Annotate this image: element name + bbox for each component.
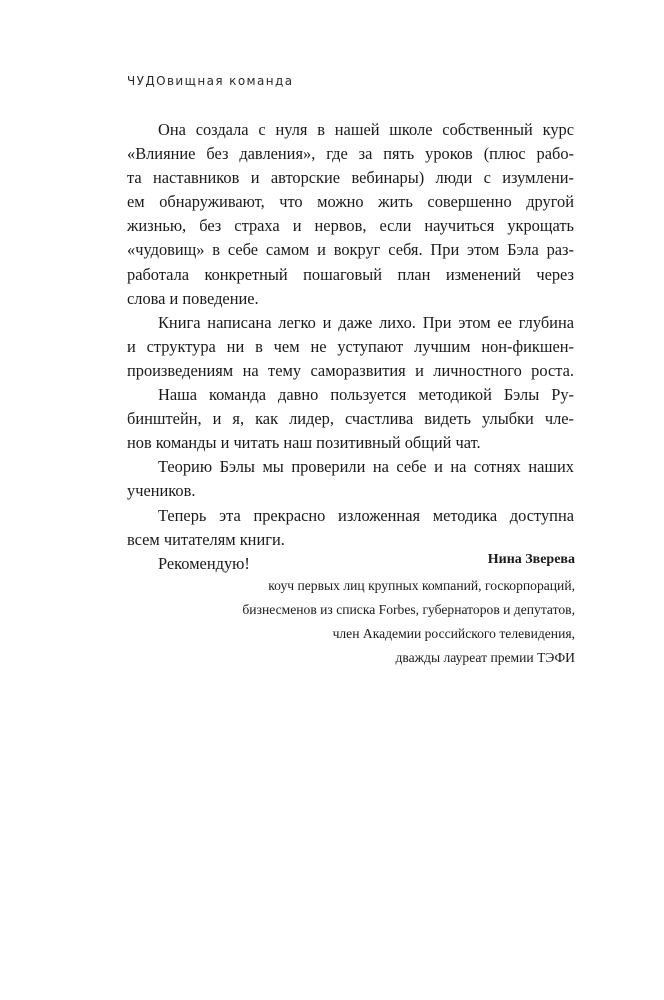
author-credential: бизнесменов из списка Forbes, губернаторов и депутатов, <box>242 602 575 617</box>
text-line: произведениям на тему саморазвития и личностного роста. <box>127 360 574 380</box>
text-line: Рекомендую! <box>158 553 250 573</box>
text-line: учеников. <box>127 481 196 501</box>
text-line: «чудовищ» в себе самом и вокруг себя. При этом Бэла раз- <box>127 240 574 260</box>
author-credential: коуч первых лиц крупных компаний, госкорпораций, <box>268 578 575 593</box>
paragraph-4 <box>127 455 574 503</box>
text-line: жизнью, без страха и нервов, если научиться укрощать <box>127 216 574 236</box>
author-credential: член Академии российского телевидения, <box>332 626 575 641</box>
text-line: Наша команда давно пользуется методикой Бэлы Ру- <box>158 385 574 405</box>
text-line: та наставников и авторские вебинары) люди с изумлени- <box>127 168 574 188</box>
paragraph-3 <box>127 383 574 455</box>
text-line: всем читателям книги. <box>127 529 285 549</box>
paragraph-5 <box>127 504 574 552</box>
text-line: бинштейн, и я, как лидер, счастлива видеть улыбки чле- <box>127 409 574 429</box>
text-line: и структура ни в чем не уступают лучшим нон-фикшен- <box>127 336 574 356</box>
running-head: ЧУДОвищная команда <box>127 74 294 88</box>
author-credential: дважды лауреат премии ТЭФИ <box>395 650 575 665</box>
text-line: Теперь эта прекрасно изложенная методика доступна <box>158 505 574 525</box>
text-line: слова и поведение. <box>127 288 259 308</box>
paragraph-1 <box>127 118 574 311</box>
text-line: нов команды и читать наш позитивный общий чат. <box>127 433 481 453</box>
text-line: Теорию Бэлы мы проверили на себе и на сотнях наших <box>158 457 574 477</box>
author-name: Нина Зверева <box>487 552 575 567</box>
text-line: Она создала с нуля в нашей школе собственный курс <box>158 120 574 139</box>
text-line: ем обнаруживают, что можно жить совершенно другой <box>127 192 574 212</box>
paragraph-2 <box>127 311 574 383</box>
text-line: «Влияние без давления», где за пять уроков (плюс рабо- <box>127 144 574 164</box>
signature-block <box>180 550 575 670</box>
body-text <box>127 118 574 576</box>
text-line: работала конкретный пошаговый план изменений через <box>127 264 574 284</box>
text-line: Книга написана легко и даже лихо. При этом ее глубина <box>158 312 574 332</box>
